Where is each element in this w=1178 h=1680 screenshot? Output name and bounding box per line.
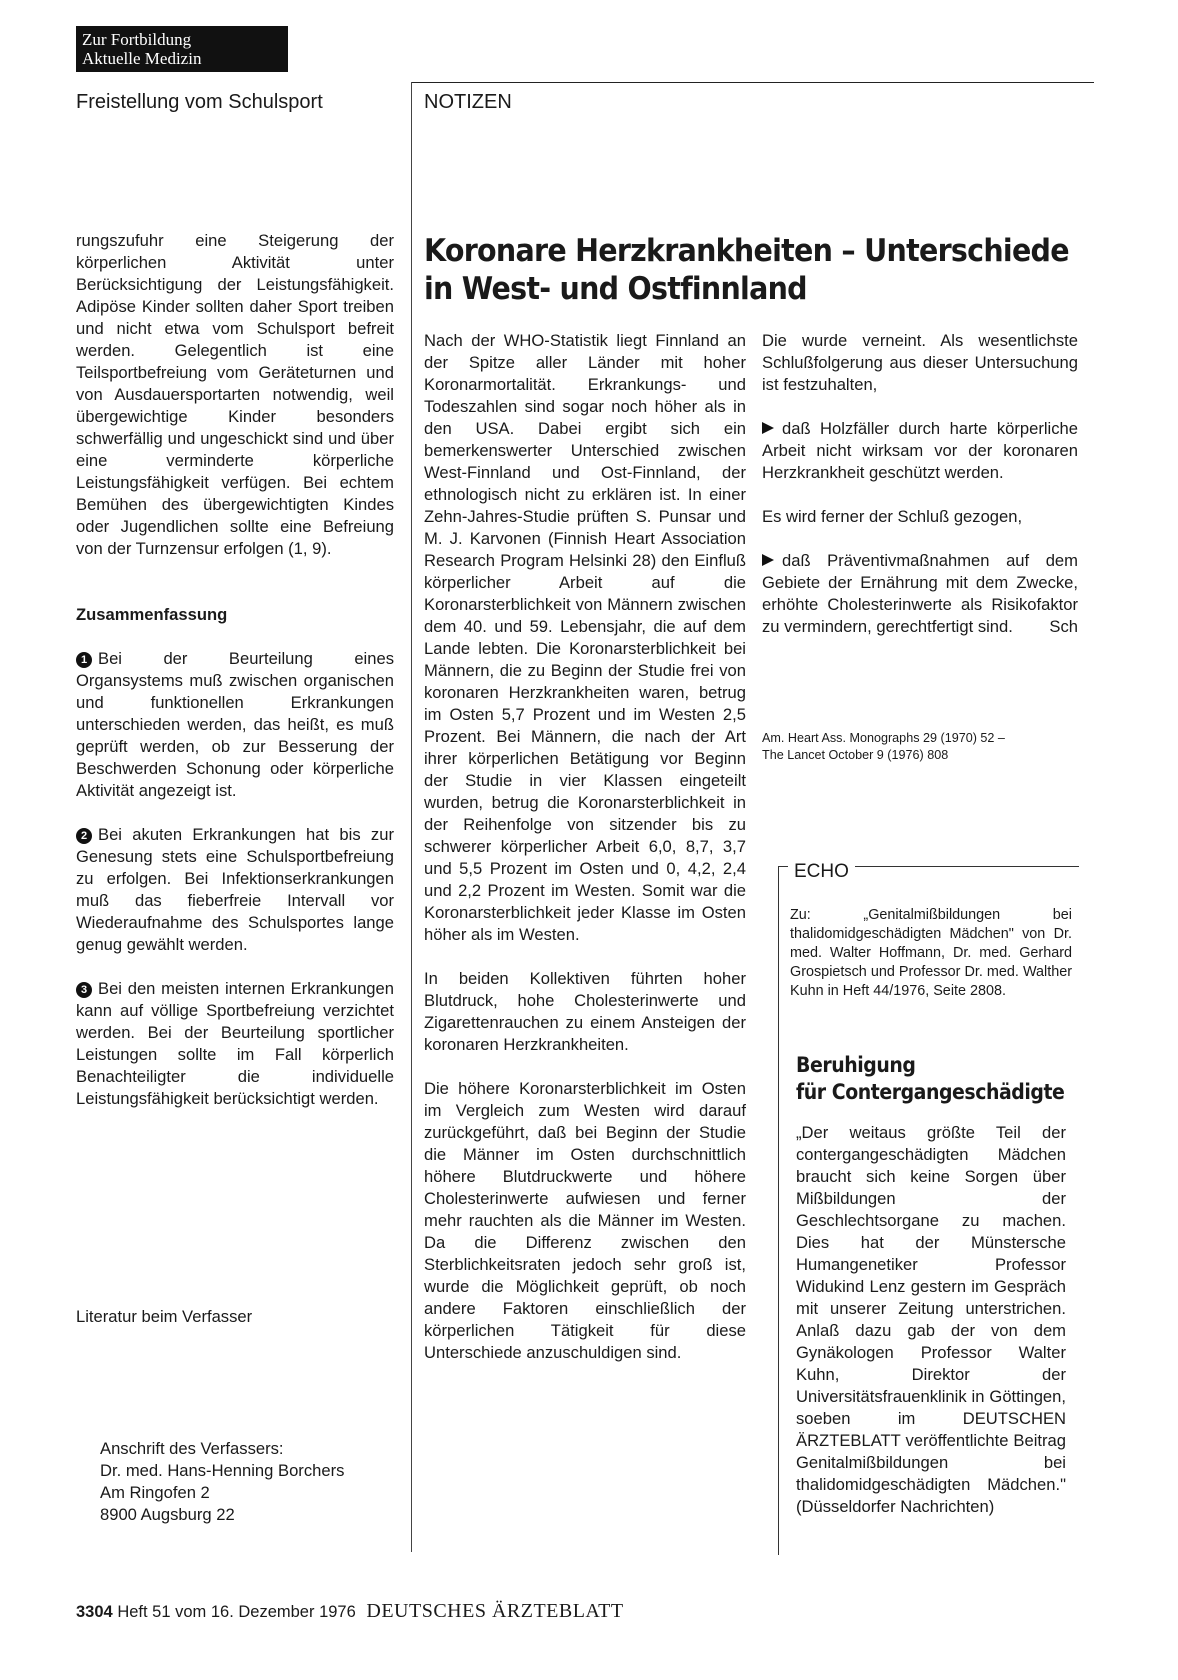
badge-line-1: Zur Fortbildung [82,30,192,49]
echo-body: „Der weitaus größte Teil der contergangeschädigten Mädchen braucht sich keine Sorgen über Mißbildungen der Geschlechtsorgane zu machen. Dies hat der Münstersche Humangenetiker Professor Widukind Lenz gestern im Gespräch mit unserer Zeitung unterstrichen. Anlaß dazu gab der von dem Gynäkologen Professor Walter Kuhn, Direktor der Universitätsfrauenklinik in Göttingen, soeben im DEUTSCHEN ÄRZTEBLATT veröffentlichte Beitrag Genitalmißbildungen bei thalidomidgeschädigten Mädchen." (Düsseldorfer Nachrichten) [796,1123,1066,1516]
conclusion-paragraph: Die wurde verneint. Als wesentlichste Schlußfolgerung aus dieser Untersuchung ist festzuhalten, [762,331,1078,394]
journal-name: DEUTSCHES ÄRZTEBLATT [366,1600,624,1622]
page-footer [76,1600,624,1623]
author-initials: Sch [1049,617,1078,636]
header-rule [412,82,1094,83]
literature-note: Literatur beim Verfasser [76,1307,253,1326]
conclusion-bullet-1: daß Holzfäller durch harte körperliche Arbeit nicht wirksam vor der koronaren Herzkrankheit geschützt werden. [762,419,1078,482]
echo-label: ECHO [788,861,855,883]
summary-point-2: 2 Bei akuten Erkrankungen hat bis zur Genesung stets eine Schulsportbefreiung zu erfolgen. Bei Infektionserkrankungen muß das fieberfreie Intervall vor Wiederaufnahme des Schulsportes lange genug gewählt werden. [76,825,394,954]
summary-heading: Zusammenfassung [76,605,228,624]
issue-info: Heft 51 vom 16. Dezember 1976 [117,1603,356,1621]
section-badge [76,26,288,72]
conclusion-paragraph: Es wird ferner der Schluß gezogen, [762,507,1023,526]
article-right-column [762,330,1078,638]
summary-point-1: 1 Bei der Beurteilung eines Organsystems muß zwischen organischen und funktionellen Erkrankungen unterschieden werden, das heißt, es muß geprüft werden, ob zur Besserung der Beschwerden Schonung oder körperliche Aktivität angezeigt ist. [76,649,394,800]
article-middle-column [424,330,746,1364]
citation: Am. Heart Ass. Monographs 29 (1970) 52 – The Lancet October 9 (1976) 808 [762,731,1005,762]
intro-paragraph: rungszufuhr eine Steigerung der körperlichen Aktivität unter Berücksichtigung der Leistungsfähigkeit. Adipöse Kinder sollten daher Sport treiben und nicht etwa vom Schulsport befreit werden. Gelegentlich ist eine Teilsportbefreiung vom Geräteturnen und von Ausdauersportarten notwendig, weil übergewichtige Kinder besonders schwerfällig und ungeschickt sind und über eine verminderte körperliche Leistungsfähigkeit verfügen. Bei echtem Bemühen des übergewichtigten Kindes oder Jugendlichen sollte eine Befreiung von der Turnzensur erfolgen (1, 9). [76,231,394,558]
conclusion-bullet-2: daß Präventivmaßnahmen auf dem Gebiete der Ernährung mit dem Zwecke, erhöhte Cholesterinwerte als Risikofaktor zu vermindern, gerechtfertigt sind. Sch [762,551,1078,636]
article-paragraph: Die höhere Koronarsterblichkeit im Osten im Vergleich zum Westen wird darauf zurückgeführt, daß bei Beginn der Studie die Männer im Osten durchschnittlich höhere Blutdruckwerte und höhere Cholesterinwerte aufwiesen und ferner mehr rauchten als die Männer im Westen. Da die Differenz zwischen den Sterblichkeitsraten jedoch sehr groß ist, wurde die Möglichkeit geprüft, ob noch andere Faktoren einschließlich der körperlichen Tätigkeit für diese Unterschiede anzuschuldigen sind. [424,1079,746,1362]
author-address: Anschrift des Verfassers: Dr. med. Hans-Henning Borchers Am Ringofen 2 8900 Augsburg 22 [100,1439,345,1524]
summary-point-3: 3 Bei den meisten internen Erkrankungen kann auf völlige Sportbefreiung verzichtet werden. Bei der Beurteilung sportlicher Leistungen sollte im Fall körperlich Benachteiligter die individuelle Leistungsfähigkeit berücksichtigt werden. [76,979,394,1108]
article-paragraph: Nach der WHO-Statistik liegt Finnland an der Spitze aller Länder mit hoher Koronarmortalität. Erkrankungs- und Todeszahlen sind sogar noch höher als in den USA. Dabei ergibt sich ein bemerkenswerter Unterschied zwischen West-Finnland und Ost-Finnland, der ethnologisch nicht zu erklären ist. In einer Zehn-Jahres-Studie prüften S. Punsar und M. J. Karvonen (Finnish Heart Association Research Program Helsinki 28) den Einfluß körperlicher Arbeit auf die Koronarsterblichkeit von Männern zwischen dem 40. und 59. Lebensjahr, die auf dem Lande lebten. Die Koronarsterblichkeit bei Männern, die zu Beginn der Studie frei von koronaren Herzkrankheiten waren, betrug im Osten 5,7 Prozent und im Westen 2,5 Prozent. Bei Männern, die nach der Art ihrer körperlichen Betätigung vor Beginn der Studie in vier Klassen eingeteilt wurden, betrug die Koronarsterblichkeit in der Reihenfolge von sitzender bis zu schwerer körperlicher Arbeit 6,0, 8,7, 3,7 und 5,5 Prozent im Osten und 0, 4,2, 2,4 und 2,2 Prozent im Westen. Somit war die Koronarsterblichkeit jeder Klasse im Osten höher als im Westen. [424,331,746,944]
left-column [76,230,394,1110]
number-2-icon: 2 [76,828,92,844]
right-running-head: NOTIZEN [424,91,512,113]
page-number: 3304 [76,1603,113,1621]
article-paragraph: In beiden Kollektiven führten hoher Blutdruck, hohe Cholesterinwerte und Zigarettenrauchen zu einem Ansteigen der koronaren Herzkrankheiten. [424,969,746,1054]
echo-title: Beruhigung für Contergangeschädigte [796,1053,1065,1104]
left-running-head: Freistellung vom Schulsport [76,91,323,113]
number-3-icon: 3 [76,982,92,998]
column-divider [411,82,412,1552]
number-1-icon: 1 [76,652,92,668]
badge-line-2: Aktuelle Medizin [82,49,202,68]
triangle-bullet-icon [762,422,774,434]
triangle-bullet-icon [762,554,774,566]
article-title: Koronare Herzkrankheiten – Unterschiede in West- und Ostfinnland [424,233,1069,307]
echo-intro: Zu: „Genitalmißbildungen bei thalidomidgeschädigten Mädchen" von Dr. med. Walter Hoffmann, Dr. med. Gerhard Grospietsch und Professor Dr. med. Walther Kuhn in Heft 44/1976, Seite 2808. [790,907,1072,999]
